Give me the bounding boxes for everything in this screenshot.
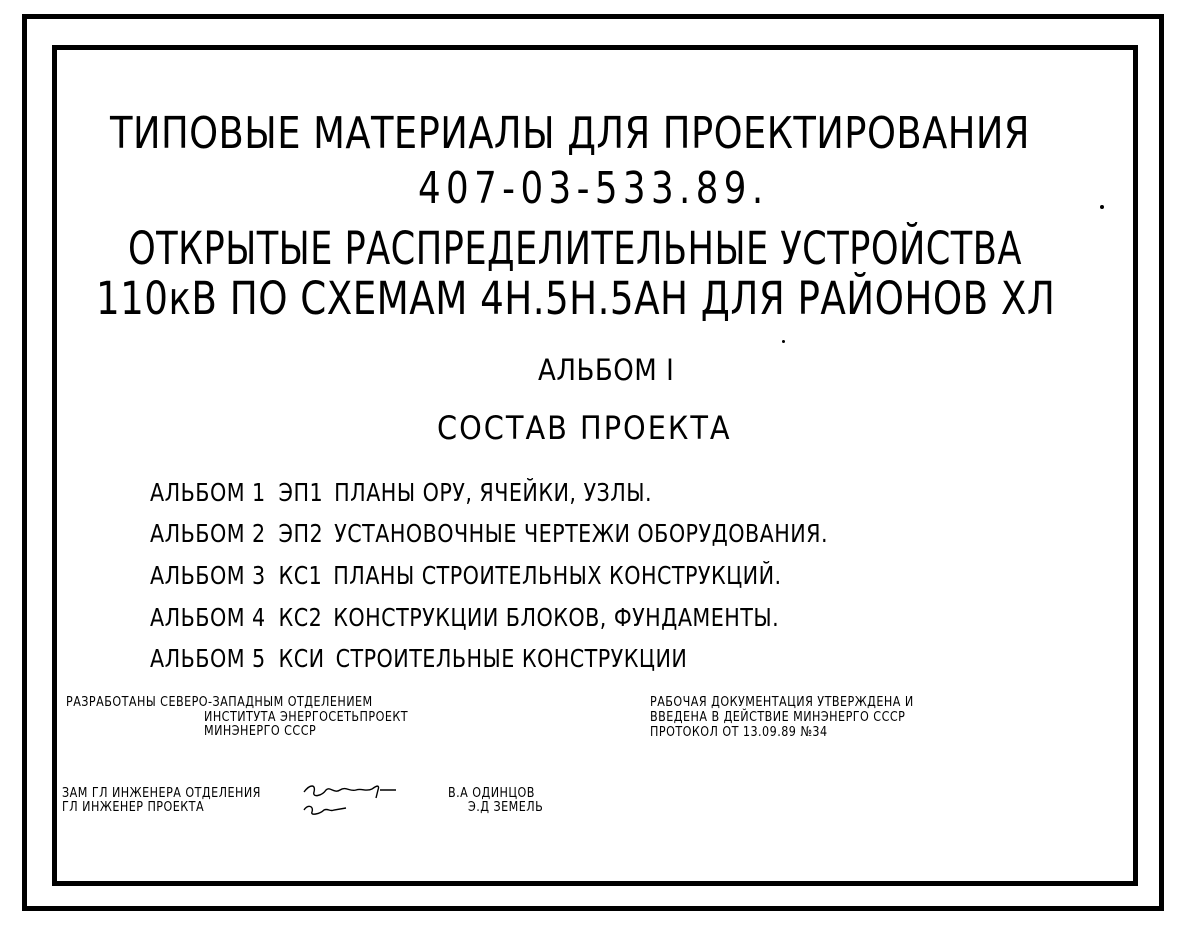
signature-role: ГЛ ИНЖЕНЕР ПРОЕКТА: [62, 799, 205, 815]
approval-line-3: ПРОТОКОЛ ОТ 13.09.89 №34: [650, 724, 828, 740]
signature-name: В.А ОДИНЦОВ: [448, 785, 535, 801]
title-line-3: 110кВ ПО СХЕМАМ 4Н.5Н.5АН ДЛЯ РАЙОНОВ ХЛ: [96, 272, 1056, 325]
album-row-label: АЛЬБОМ 5: [150, 644, 266, 673]
album-row-label: АЛЬБОМ 4: [150, 603, 266, 632]
handwritten-signature: [300, 780, 450, 820]
album-row-label: АЛЬБОМ 1: [150, 478, 266, 507]
album-row-code: ЭП2: [278, 519, 324, 548]
album-row-code: ЭП1: [278, 478, 324, 507]
album-row-label: АЛЬБОМ 3: [150, 561, 266, 590]
album-row-code: КС1: [278, 561, 323, 590]
project-code: 407-03-533.89.: [418, 163, 769, 214]
developer-line-1: РАЗРАБОТАНЫ СЕВЕРО-ЗАПАДНЫМ ОТДЕЛЕНИЕМ: [66, 694, 373, 710]
title-line-2: ОТКРЫТЫЕ РАСПРЕДЕЛИТЕЛЬНЫЕ УСТРОЙСТВА: [128, 222, 1022, 275]
album-row-description: КОНСТРУКЦИИ БЛОКОВ, ФУНДАМЕНТЫ.: [333, 603, 780, 632]
album-row-label: АЛЬБОМ 2: [150, 519, 266, 548]
approval-line-2: ВВЕДЕНА В ДЕЙСТВИЕ МИНЭНЕРГО СССР: [650, 709, 906, 725]
album-number: АЛЬБОМ I: [538, 353, 675, 387]
signature-name: Э.Д ЗЕМЕЛЬ: [468, 799, 544, 815]
album-row-description: ПЛАНЫ ОРУ, ЯЧЕЙКИ, УЗЛЫ.: [334, 478, 653, 507]
composition-heading: СОСТАВ ПРОЕКТА: [437, 409, 732, 447]
album-row: [150, 478, 652, 507]
album-row-description: ПЛАНЫ СТРОИТЕЛЬНЫХ КОНСТРУКЦИЙ.: [333, 561, 782, 590]
developer-line-2: ИНСТИТУТА ЭНЕРГОСЕТЬПРОЕКТ: [204, 709, 409, 725]
signature-role: ЗАМ ГЛ ИНЖЕНЕРА ОТДЕЛЕНИЯ: [62, 785, 261, 801]
speck: [782, 340, 785, 343]
album-row: [150, 519, 828, 548]
album-row-description: СТРОИТЕЛЬНЫЕ КОНСТРУКЦИИ: [335, 644, 688, 673]
album-row: [150, 561, 782, 590]
album-row-code: КСИ: [278, 644, 325, 673]
approval-line-1: РАБОЧАЯ ДОКУМЕНТАЦИЯ УТВЕРЖДЕНА И: [650, 694, 914, 710]
album-row: [150, 644, 687, 673]
album-row: [150, 603, 779, 632]
speck: [1100, 205, 1104, 209]
album-row-code: КС2: [278, 603, 323, 632]
developer-line-3: МИНЭНЕРГО СССР: [204, 723, 317, 739]
album-row-description: УСТАНОВОЧНЫЕ ЧЕРТЕЖИ ОБОРУДОВАНИЯ.: [334, 519, 829, 548]
title-line-1: ТИПОВЫЕ МАТЕРИАЛЫ ДЛЯ ПРОЕКТИРОВАНИЯ: [110, 108, 1030, 159]
